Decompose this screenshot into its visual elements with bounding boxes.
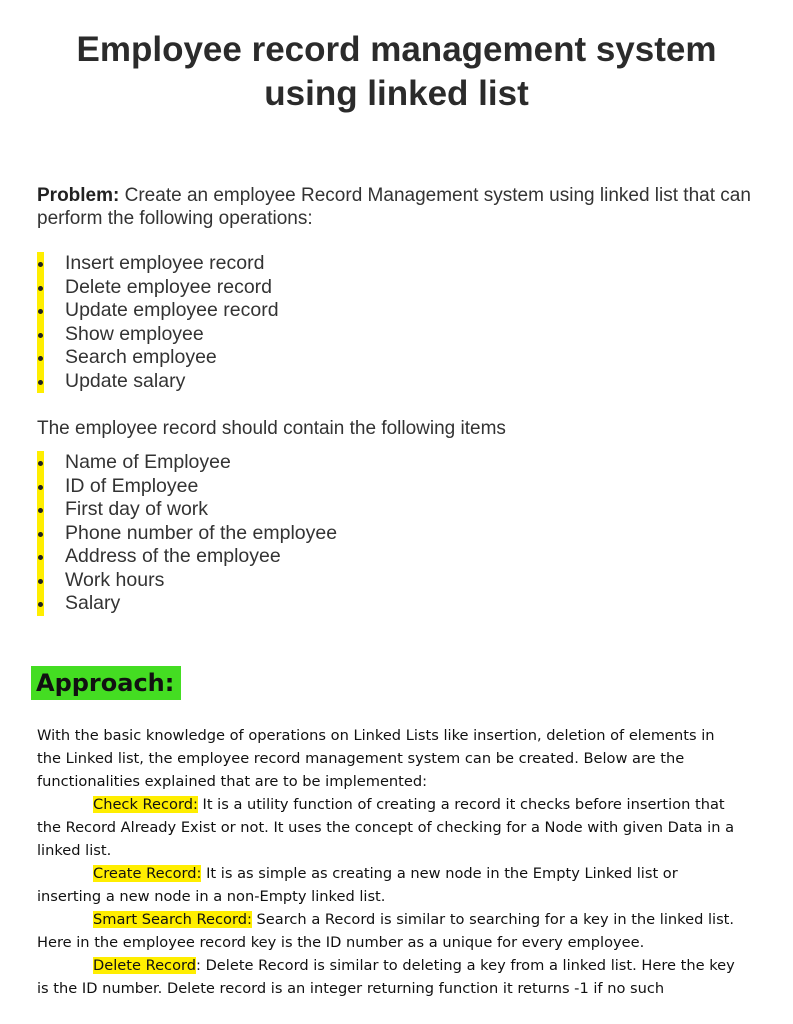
list-item: Address of the employee	[37, 545, 337, 569]
record-items-list	[37, 451, 337, 616]
list-item: Show employee	[37, 323, 279, 347]
list-item: Delete employee record	[37, 276, 279, 300]
bullet-icon	[38, 485, 43, 490]
bullet-icon	[38, 461, 43, 466]
bullet-icon	[38, 579, 43, 584]
list-item: ID of Employee	[37, 475, 337, 499]
list-item: Phone number of the employee	[37, 522, 337, 546]
bullet-icon	[38, 309, 43, 314]
list-item: Insert employee record	[37, 252, 279, 276]
function-name: Smart Search Record:	[93, 911, 252, 928]
bullet-icon	[38, 356, 43, 361]
list-item: Update salary	[37, 370, 279, 394]
list-item: First day of work	[37, 498, 337, 522]
list-item: Search employee	[37, 346, 279, 370]
function-name: Check Record:	[93, 796, 198, 813]
list-item: Work hours	[37, 569, 337, 593]
intro-paragraph: With the basic knowledge of operations on Linked Lists like insertion, deletion of elements in the Linked list, the employee record management system can be created. Below are the functionalities explained that are to be implemented:	[37, 727, 715, 790]
bullet-icon	[38, 602, 43, 607]
bullet-icon	[38, 262, 43, 267]
function-description: : Delete Record is similar to deleting a key from a linked list. Here the key is the ID number. Delete record is an integer returning function it returns -1 if no such	[37, 957, 735, 997]
approach-body	[37, 724, 742, 1000]
problem-text: Create an employee Record Management system using linked list that can perform the following operations:	[37, 185, 751, 229]
title-line-2: using linked list	[264, 74, 529, 113]
function-name: Create Record:	[93, 865, 202, 882]
function-description: It is a utility function of creating a record it checks before insertion that the Record Already Exist or not. It uses the concept of checking for a Node with given Data in a linked list.	[37, 796, 735, 859]
problem-statement	[37, 184, 757, 230]
bullet-icon	[38, 508, 43, 513]
approach-heading: Approach:	[31, 666, 181, 700]
title-line-1: Employee record management system	[76, 30, 717, 69]
bullet-icon	[38, 532, 43, 537]
function-smart-search-record	[37, 908, 742, 954]
list-item: Name of Employee	[37, 451, 337, 475]
function-create-record	[37, 862, 742, 908]
function-description: It is as simple as creating a new node in the Empty Linked list or inserting a new node in a non-Empty linked list.	[37, 865, 678, 905]
bullet-icon	[38, 380, 43, 385]
document-title	[0, 28, 793, 116]
function-check-record	[37, 793, 742, 862]
list-item: Salary	[37, 592, 337, 616]
function-name: Delete Record	[93, 957, 197, 974]
bullet-icon	[38, 286, 43, 291]
function-delete-record	[37, 954, 742, 1000]
bullet-icon	[38, 333, 43, 338]
problem-label: Problem:	[37, 185, 120, 206]
list-item: Update employee record	[37, 299, 279, 323]
operations-list	[37, 252, 279, 393]
function-description: Search a Record is similar to searching for a key in the linked list. Here in the employee record key is the ID number as a unique for every employee.	[37, 911, 735, 951]
items-intro: The employee record should contain the following items	[37, 418, 506, 439]
bullet-icon	[38, 555, 43, 560]
